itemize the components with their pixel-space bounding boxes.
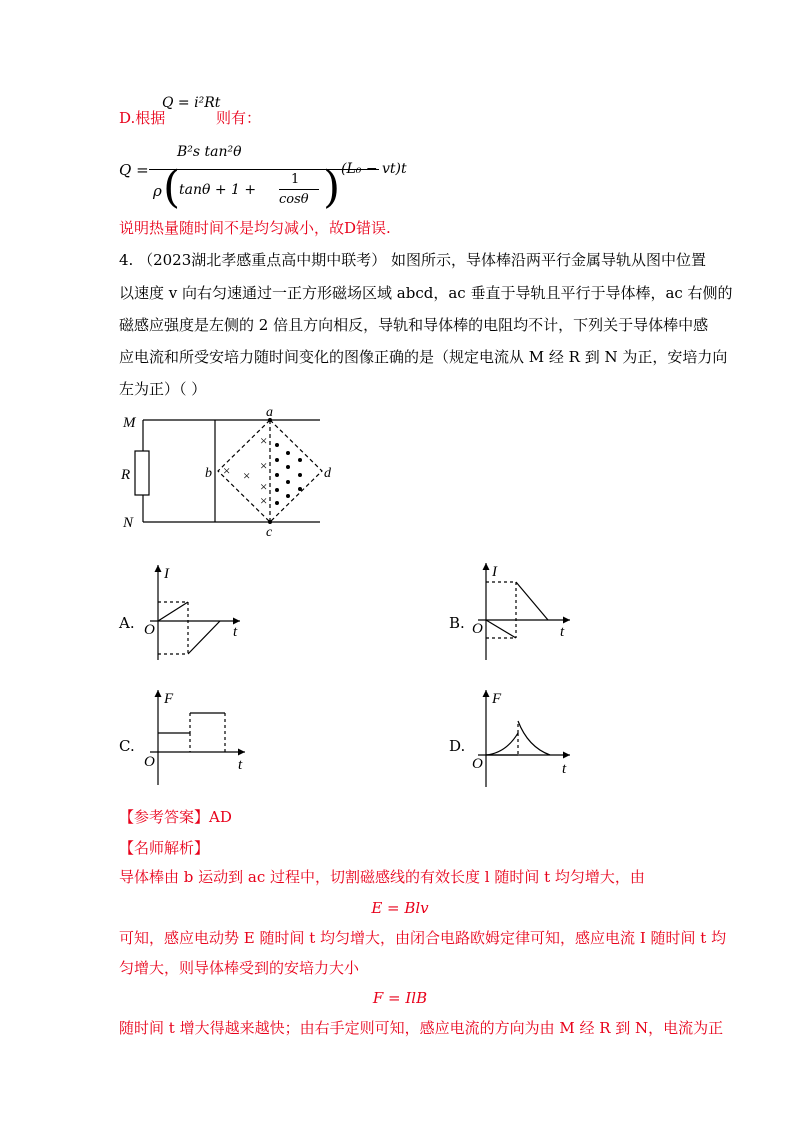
q-lhs: Q = <box>119 161 149 179</box>
A-x: t <box>233 624 238 640</box>
option-B-graph <box>470 558 580 663</box>
answer-label: 【参考答案】AD <box>119 808 232 826</box>
question-line-5: 左为正）（ ） <box>119 380 207 398</box>
q-rho: ρ <box>153 182 162 200</box>
conclusion-D: 说明热量随时间不是均匀减小，故D错误. <box>119 219 391 237</box>
C-o: O <box>144 754 155 770</box>
B-o: O <box>472 621 483 637</box>
A-y: I <box>164 566 169 582</box>
svg-text:×: × <box>243 468 251 483</box>
equation-F: F = IlB <box>372 989 428 1007</box>
D-y: F <box>492 691 502 707</box>
label-b: b <box>205 466 212 481</box>
B-x: t <box>560 624 565 640</box>
q-small-bar <box>279 189 319 190</box>
label-a: a <box>266 405 273 420</box>
q-numerator: B²s tan²θ <box>177 144 242 160</box>
option-D-graph <box>470 685 585 790</box>
question-line-2: 以速度 v 向右匀速通过一正方形磁场区域 abcd，ac 垂直于导轨且平行于导体棒，ac 右侧的 <box>119 284 733 302</box>
q-frac-den: cosθ <box>279 192 309 207</box>
B-y: I <box>492 564 497 580</box>
C-y: F <box>164 691 174 707</box>
analysis-label: 【名师解析】 <box>119 839 210 857</box>
equation-E: E = Blv <box>371 899 429 917</box>
option-C-graph <box>140 685 255 790</box>
option-A-graph <box>140 560 250 665</box>
q-denom-inner: tanθ + 1 + <box>179 182 257 198</box>
circuit-diagram <box>115 405 335 540</box>
analysis-line-1: 导体棒由 b 运动到 ac 过程中，切割磁感线的有效长度 l 随时间 t 均匀增大，由 <box>119 868 645 886</box>
q-formula <box>119 144 479 214</box>
svg-text:×: × <box>260 479 268 494</box>
svg-text:×: × <box>260 493 268 508</box>
label-d: d <box>324 466 331 481</box>
paren-left: ( <box>163 162 181 213</box>
label-N: N <box>123 515 134 531</box>
D-x: t <box>562 761 567 777</box>
paren-right: ) <box>323 162 341 213</box>
label-R: R <box>121 467 131 483</box>
svg-text:×: × <box>260 433 268 448</box>
question-line-3: 磁感应强度是左侧的 2 倍且方向相反，导轨和导体棒的电阻均不计，下列关于导体棒中感 <box>119 316 709 334</box>
q-frac-num: 1 <box>291 172 300 187</box>
svg-text:×: × <box>260 458 268 473</box>
analysis-line-3: 匀增大，则导体棒受到的安培力大小 <box>119 959 360 977</box>
partD-formula: Q = i²Rt <box>162 95 221 111</box>
label-c: c <box>266 525 273 540</box>
label-M: M <box>123 415 136 431</box>
partD-label: D.根据 <box>119 109 166 127</box>
partD-suffix: 则有： <box>216 109 262 127</box>
svg-text:×: × <box>223 463 231 478</box>
A-o: O <box>144 622 155 638</box>
option-B-label: B. <box>449 614 465 632</box>
question-line-4: 应电流和所受安培力随时间变化的图像正确的是（规定电流从 M 经 R 到 N 为正，安培力向 <box>119 348 728 366</box>
q-tail: (L₀ − vt)t <box>341 161 407 177</box>
C-x: t <box>238 757 243 773</box>
question-line-1: 4. （2023湖北孝感重点高中期中联考） 如图所示，导体棒沿两平行金属导轨从图中位置 <box>119 251 707 269</box>
D-o: O <box>472 756 483 772</box>
option-D-label: D. <box>449 737 466 755</box>
option-C-label: C. <box>119 737 135 755</box>
analysis-line-4: 随时间 t 增大得越来越快；由右手定则可知，感应电流的方向为由 M 经 R 到 N，电流为正 <box>119 1019 724 1037</box>
analysis-line-2: 可知，感应电动势 E 随时间 t 均匀增大，由闭合电路欧姆定律可知，感应电流 I 随时间 t 均 <box>119 929 727 947</box>
option-A-label: A. <box>119 614 135 632</box>
